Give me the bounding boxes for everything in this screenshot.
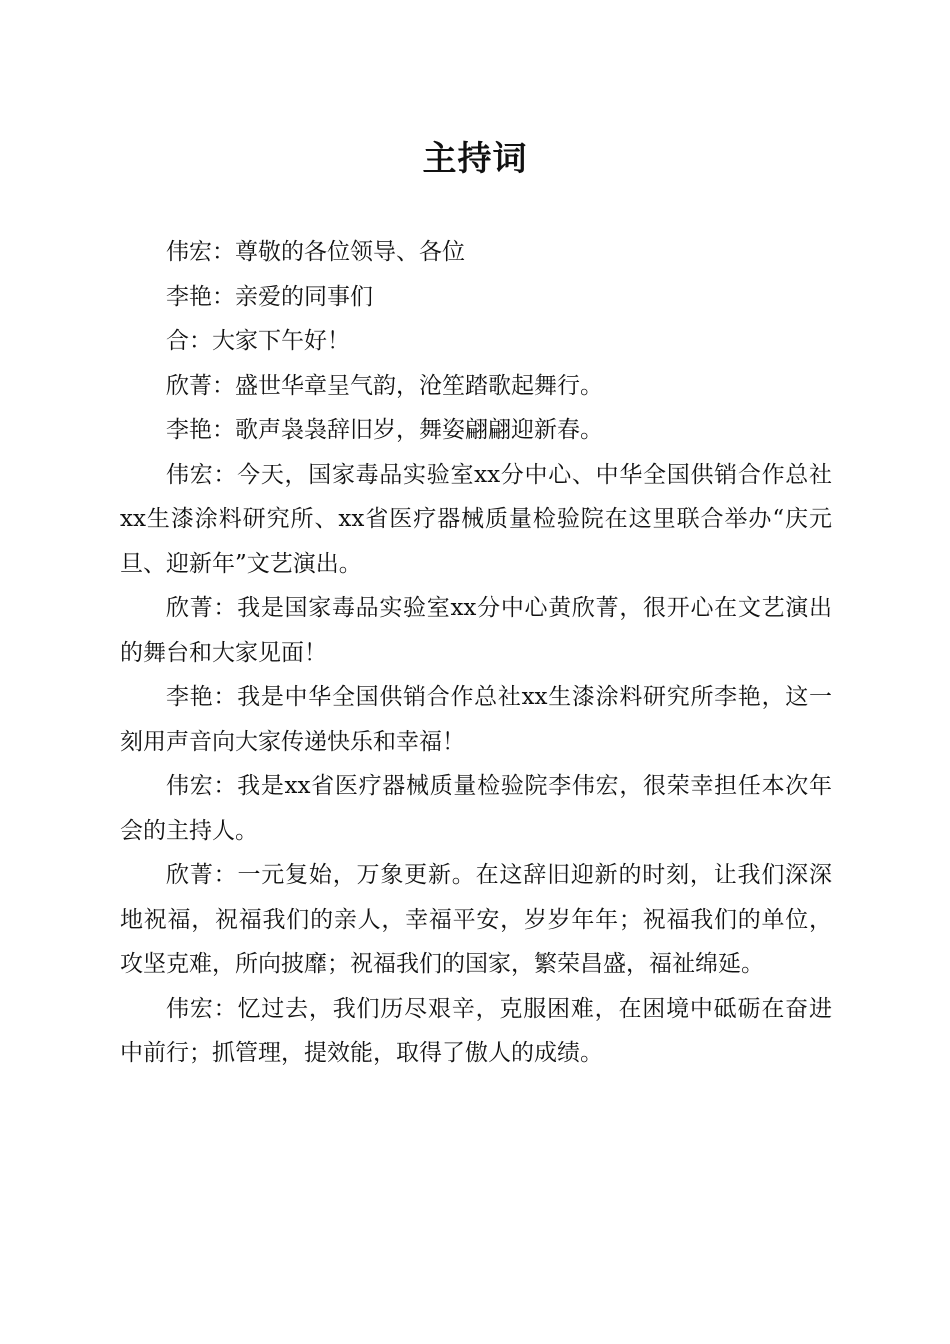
paragraph: 欣菁：我是国家毒品实验室xx分中心黄欣菁，很开心在文艺演出的舞台和大家见面！	[120, 595, 832, 666]
paragraph: 欣菁：一元复始，万象更新。在这辞旧迎新的时刻，让我们深深地祝福，祝福我们的亲人，幸福平安，岁岁年年；祝福我们的单位，攻坚克难，所向披靡；祝福我们的国家，繁荣昌盛，福祉绵延。	[120, 862, 832, 977]
paragraph: 伟宏：尊敬的各位领导、各位	[166, 239, 465, 265]
paragraph: 伟宏：今天，国家毒品实验室xx分中心、中华全国供销合作总社xx生漆涂料研究所、xx省医疗器械质量检验院在这里联合举办“庆元旦、迎新年”文艺演出。	[120, 461, 832, 577]
paragraph: 伟宏：我是xx省医疗器械质量检验院李伟宏，很荣幸担任本次年会的主持人。	[120, 773, 832, 844]
paragraph: 伟宏：忆过去，我们历尽艰辛，克服困难，在困境中砥砺在奋进中前行；抓管理，提效能，取得了傲人的成绩。	[120, 995, 832, 1066]
document-body	[120, 230, 832, 1076]
document-title: 主持词	[422, 139, 528, 179]
paragraph: 李艳：亲爱的同事们	[166, 283, 373, 310]
paragraph: 李艳：我是中华全国供销合作总社xx生漆涂料研究所李艳，这一刻用声音向大家传递快乐和幸福！	[120, 684, 832, 755]
paragraph: 合：大家下午好！	[166, 328, 350, 354]
paragraph: 欣菁：盛世华章呈气韵，沧笙踏歌起舞行。	[166, 372, 603, 399]
paragraph: 李艳：歌声袅袅辞旧岁，舞姿翩翩迎新春。	[166, 417, 603, 443]
